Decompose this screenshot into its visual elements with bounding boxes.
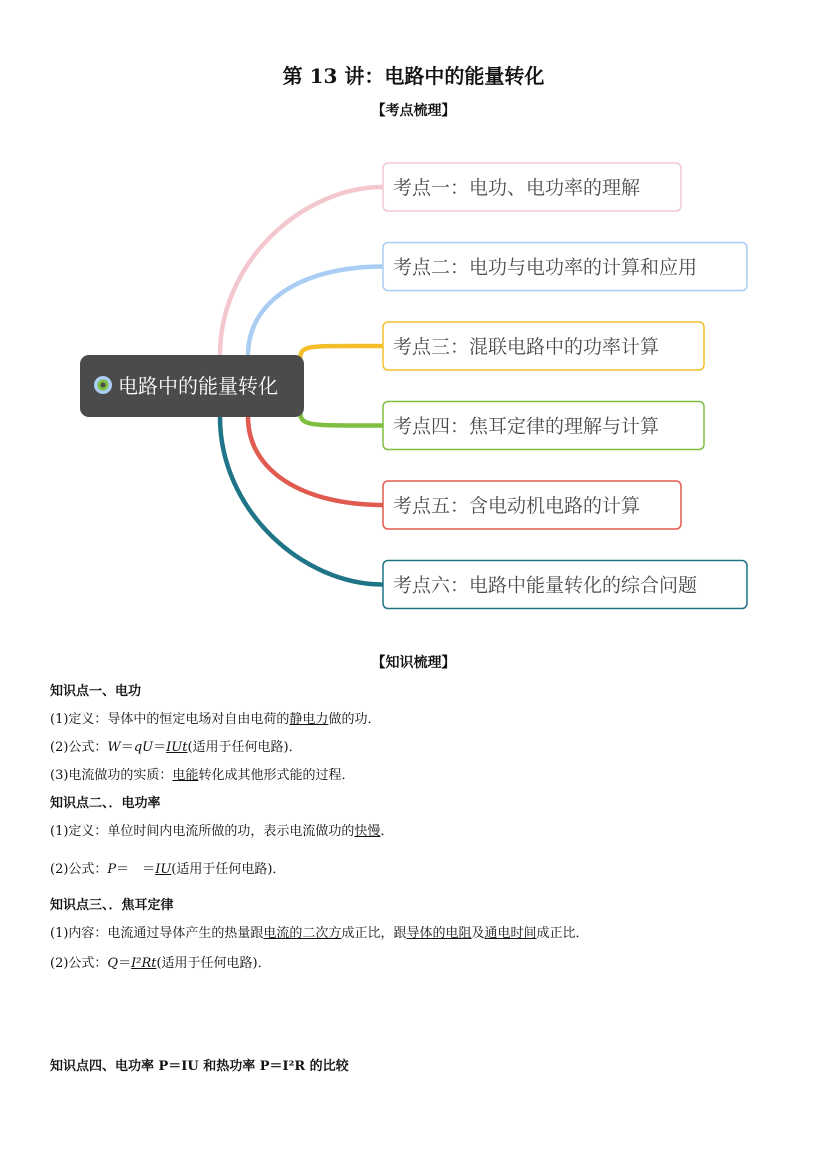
knowledge-point-2-heading: 知识点二、．电功率 xyxy=(50,796,161,811)
knowledge-point-4-heading: 知识点四、电功率 P＝IU 和热功率 P＝I²R 的比较 xyxy=(50,1059,349,1074)
knowledge-point-2-definition: (1)定义：单位时间内电流所做的功，表示电流做功的快慢． xyxy=(50,824,394,839)
knowledge-point-1-heading: 知识点一、电功 xyxy=(50,684,142,699)
mindmap-root-label: 电路中的能量转化 xyxy=(118,374,278,398)
mindmap-branch-3 xyxy=(300,346,383,362)
mindmap-node-4[interactable] xyxy=(383,402,704,450)
mindmap-node-label-2: 考点二：电功与电功率的计算和应用 xyxy=(393,256,698,279)
mindmap-branch-6 xyxy=(220,417,383,585)
knowledge-point-3-content: (1)内容：电流通过导体产生的热量跟电流的二次方成正比，跟导体的电阻及通电时间成正比． xyxy=(50,926,589,941)
mindmap-root[interactable] xyxy=(80,355,304,417)
mindmap-node-5[interactable] xyxy=(383,481,681,529)
knowledge-point-1-definition: (1)定义：导体中的恒定电场对自由电荷的静电力做的功． xyxy=(50,712,381,727)
mindmap-node-6[interactable] xyxy=(383,561,747,609)
mindmap-branch-1 xyxy=(220,187,383,355)
knowledge-point-3-formula: (2)公式：Q＝I²Rt(适用于任何电路)． xyxy=(50,956,271,971)
mindmap-node-3[interactable] xyxy=(383,322,704,370)
mindmap-branch-2 xyxy=(248,267,383,356)
mindmap-node-label-4: 考点四：焦耳定律的理解与计算 xyxy=(393,415,660,438)
mindmap-branch-4 xyxy=(300,408,383,426)
mind-map xyxy=(0,140,827,630)
knowledge-point-1-essence: (3)电流做功的实质：电能转化成其他形式能的过程． xyxy=(50,768,355,783)
page-title: 第 13 讲：电路中的能量转化 xyxy=(282,64,545,88)
mindmap-node-label-6: 考点六：电路中能量转化的综合问题 xyxy=(393,574,698,597)
mindmap-node-1[interactable] xyxy=(383,163,681,211)
mindmap-node-label-1: 考点一：电功、电功率的理解 xyxy=(393,177,641,199)
knowledge-point-3-heading: 知识点三、．焦耳定律 xyxy=(50,898,174,913)
section-heading-knowledge: 【知识梳理】 xyxy=(371,655,456,671)
mindmap-node-label-5: 考点五：含电动机电路的计算 xyxy=(393,495,641,517)
mindmap-branch-5 xyxy=(248,417,383,505)
mindmap-node-label-3: 考点三：混联电路中的功率计算 xyxy=(393,336,660,358)
mindmap-node-2[interactable] xyxy=(383,243,747,291)
knowledge-point-2-formula: (2)公式：P＝ ＝IU(适用于任何电路)． xyxy=(50,862,286,877)
knowledge-point-1-formula: (2)公式：W＝qU＝IUt(适用于任何电路)． xyxy=(50,740,302,755)
section-heading-exam-points: 【考点梳理】 xyxy=(371,103,456,119)
